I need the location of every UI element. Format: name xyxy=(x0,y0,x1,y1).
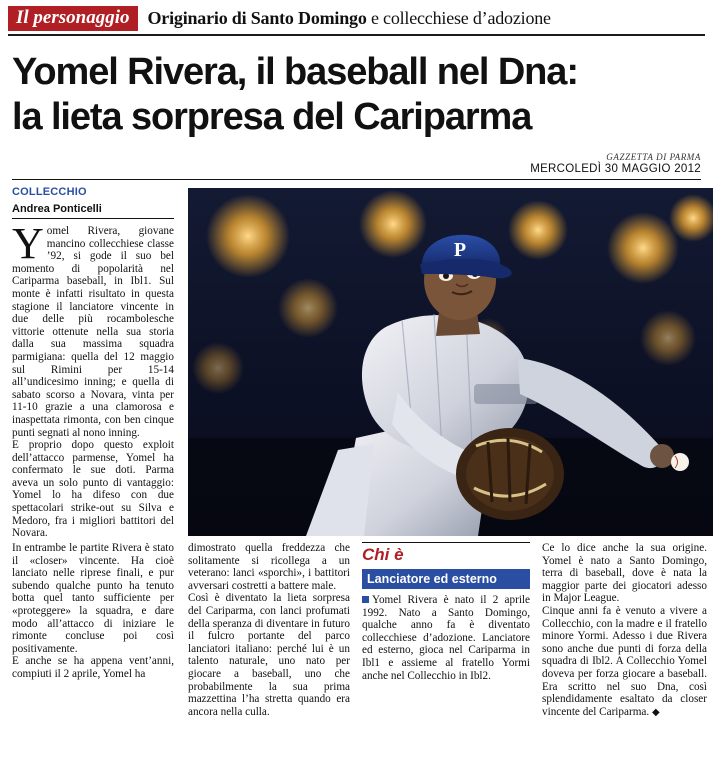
headline-line-1: Yomel Rivera, il baseball nel Dna: xyxy=(12,51,578,93)
paragraph xyxy=(12,219,174,439)
kicker-bar xyxy=(8,4,705,36)
cap-logo-letter: P xyxy=(453,239,467,261)
lower-columns xyxy=(188,542,713,719)
newspaper-page xyxy=(0,4,713,769)
factbox-body: Yomel Rivera è nato il 2 aprile 1992. Nato a Santo Domingo, qualche anno fa è diventato collecchiese d’adozione. Lanciatore ed esterno, gioca nel Cariparma in Ibl1 e assieme al fratello Yormi anche nel Collecchio in Ibl2. xyxy=(362,594,530,682)
kicker-text-bold: Originario di Santo Domingo xyxy=(147,7,367,28)
page-title xyxy=(12,50,705,140)
paragraph-text: Cinque anni fa è venuto a vivere a Collecchio, con la madre e il fratello minore Yormi. Adesso i due Rivera sono anche due punti di forza della squadra di Ibl2. A Collecchio Yomel doveva per forza giocare a baseball. Era scritto nel suo Dna, così splendidamente esaltato da closer vincente del Cariparma. xyxy=(542,604,707,718)
column-1-lower xyxy=(12,542,174,681)
paragraph xyxy=(362,594,530,682)
masthead-block xyxy=(8,152,705,175)
paragraph-text: omel Rivera, giovane mancino collecchiese classe ’92, si gode il suo bel momento di popolarità nel Cariparma baseball, in Ibl1. Sul monte è infatti risultato in questa stagione il lanciatore vincente in due delle più rocambolesche vittorie ottenute nella sua storia dalla sua massima squadra parmigiana: quella del 12 maggio sul Rimini per 15-14 all’undicesimo inning; e quella di sabato scorso a Novara, vinta per 11-10 grazie a una clamorosa e inaspettata rimonta, con ben cinque punti segnati al nono inning. xyxy=(12,225,174,439)
baseball-glove xyxy=(456,428,564,520)
baseball xyxy=(671,453,689,471)
paragraph: In entrambe le partite Rivera è stato il «closer» vincente. Ha cioè lanciato nelle riprese finali, e pur subendo qualche punto ha tenuto botta quel tanto sufficiente per «proteggere» la squadra, e dare modo all’attacco di iniziare le rimonte concluse poi così positivamente. xyxy=(12,542,174,655)
factbox-title: Chi è xyxy=(362,545,404,564)
paragraph: dimostrato quella freddezza che solitamente si ricollega a un veterano: lanci «sporchi», i battitori avversari costretti a battere male. xyxy=(188,542,350,592)
factbox-subtitle: Lanciatore ed esterno xyxy=(362,569,530,589)
paragraph: E proprio dopo questo exploit dell’attacco parmense, Yomel ha confermato le sue doti. Parma aveva un solo punto di vantaggio: Yomel lo ha difeso con due spettacolari strike-out su Silva e Medoro, fra i migliori battitori del Novara. xyxy=(12,439,174,540)
end-mark: ◆ xyxy=(651,706,660,718)
headline-line-2: la lieta sorpresa del Cariparma xyxy=(12,96,532,138)
dropcap: Y xyxy=(12,219,44,268)
photo-illustration xyxy=(188,188,713,536)
horizontal-rule xyxy=(12,179,701,180)
paragraph: Così è diventato la lieta sorpresa del Cariparma, con lanci profumati della speranza di diventare in futuro il fulcro portante del parco lanciatori italiano: perché lui è un talento naturale, uno nato per giocare a baseball, uno che probabilmente la sua prima mazzettina l’ha stretta quando era ancora nella culla. xyxy=(188,592,350,718)
column-1-text xyxy=(12,219,174,540)
issue-date: MERCOLEDÌ 30 MAGGIO 2012 xyxy=(530,163,701,175)
column-2 xyxy=(188,542,350,719)
square-bullet-icon xyxy=(362,596,369,603)
paper-name: GAZZETTA DI PARMA xyxy=(606,152,701,162)
paragraph xyxy=(542,605,707,719)
factbox xyxy=(362,542,530,719)
byline: Andrea Ponticelli xyxy=(12,203,174,219)
factbox-text xyxy=(362,594,530,682)
kicker-text-light: e collecchiese d’adozione xyxy=(366,7,551,28)
article-photo xyxy=(188,188,713,536)
kicker-text xyxy=(148,8,551,29)
kicker-tag: Il personaggio xyxy=(8,6,138,31)
column-4 xyxy=(542,542,707,719)
section-label: COLLECCHIO xyxy=(12,186,87,198)
paragraph: Ce lo dice anche la sua origine. Yomel è nato a Santo Domingo, terra di baseball, dove è nata la maggior parte dei giocatori adesso in Major League. xyxy=(542,542,707,605)
column-1 xyxy=(12,186,174,540)
paragraph: E anche se ha appena vent’anni, compiuti il 2 aprile, Yomel ha xyxy=(12,655,174,680)
